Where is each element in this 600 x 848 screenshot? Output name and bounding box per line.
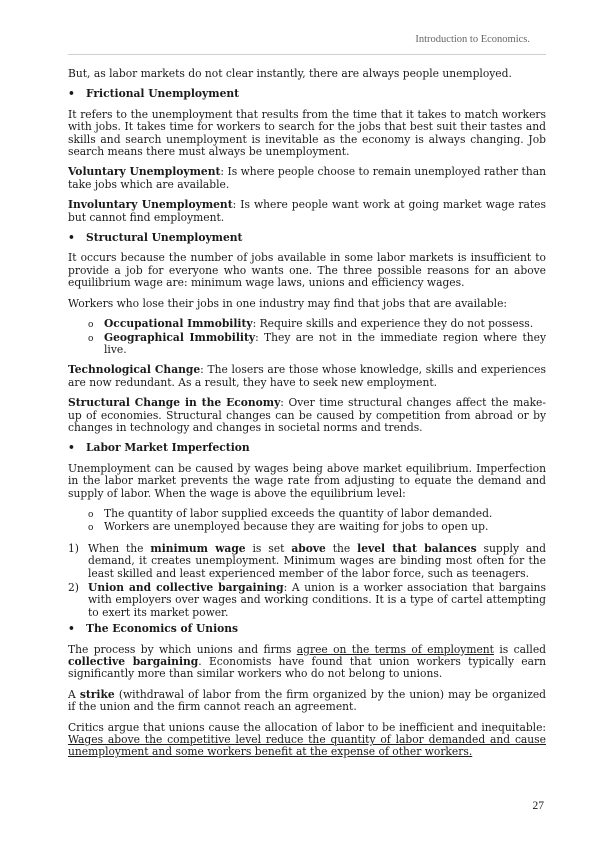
list-item-text: Workers are unemployed because they are waiting for jobs to open up. bbox=[104, 520, 489, 534]
workers-paragraph: Workers who lose their jobs in one industry may find that jobs that are available: bbox=[68, 296, 508, 310]
voluntary-term: Voluntary Unemployment bbox=[68, 165, 221, 179]
structural-heading-text: Structural Unemployment bbox=[86, 231, 243, 245]
structural-change-text: : Over time structural changes affect the make-up of economies. Structural changes can be caused by competition from abroad or by changes in technology and changes in societal norms and trends. bbox=[68, 396, 546, 434]
circle-bullet-icon: o bbox=[88, 509, 94, 520]
numbered-list bbox=[68, 543, 546, 619]
involuntary-paragraph bbox=[68, 199, 546, 224]
emphasis-term: level that balances bbox=[357, 541, 477, 555]
immobility-list bbox=[68, 318, 546, 356]
page-content bbox=[68, 68, 546, 767]
frictional-heading bbox=[68, 88, 546, 100]
list-number: 1) bbox=[68, 541, 79, 555]
bullet-icon: • bbox=[68, 441, 75, 455]
intro-paragraph: But, as labor markets do not clear instantly, there are always people unemployed. bbox=[68, 67, 512, 80]
header-divider bbox=[68, 54, 546, 55]
underlined-text: Wages above the competitive level reduce the quantity of labor demanded and cause unemployment and some workers benefit at the expense of other workers. bbox=[68, 733, 546, 759]
text-run: . Economists have found that union workers typically earn significantly more than similar workers who do not belong to unions. bbox=[68, 655, 546, 681]
text-run: When the bbox=[88, 541, 151, 555]
text-run: the bbox=[325, 541, 358, 555]
frictional-heading-text: Frictional Unemployment bbox=[86, 87, 240, 101]
list-item-text: : They are not in the immediate region where they live. bbox=[104, 330, 546, 356]
emphasis-term: minimum wage bbox=[150, 541, 246, 555]
unions-heading bbox=[68, 623, 546, 635]
imperfection-list bbox=[68, 508, 546, 535]
structural-heading bbox=[68, 232, 546, 244]
imperfection-paragraph: Unemployment can be caused by wages being above market equilibrium. Imperfection in the labor market prevents the wage rate from adjusting to equate the demand and supply of labor. When the wage is above the equilibrium level: bbox=[68, 461, 546, 500]
structural-change-paragraph bbox=[68, 397, 546, 434]
text-run: : A union is a worker association that bargains with employers over wages and working conditions. It is a type of cartel attempting to exert its market power. bbox=[88, 581, 546, 619]
list-item bbox=[68, 582, 546, 619]
text-run: A bbox=[68, 687, 80, 701]
list-number: 2) bbox=[68, 581, 79, 594]
technological-text: : The losers are those whose knowledge, skills and experiences are now redundant. As a result, they have to seek new employment. bbox=[68, 363, 546, 389]
imperfection-heading-text: Labor Market Imperfection bbox=[86, 441, 250, 455]
frictional-paragraph: It refers to the unemployment that results from the time that it takes to match workers with jobs. It takes time for workers to search for the jobs that best suit their tastes and skills and search unemployment is inevitable as the economy is always changing. Job search means there must always be unemployment. bbox=[68, 107, 546, 159]
list-item bbox=[68, 543, 546, 580]
involuntary-term: Involuntary Unemployment bbox=[68, 198, 233, 212]
circle-bullet-icon: o bbox=[88, 523, 94, 534]
imperfection-heading bbox=[68, 442, 546, 454]
text-run: is set bbox=[245, 541, 292, 555]
page-number: 27 bbox=[532, 800, 544, 812]
unions-paragraph-3 bbox=[68, 722, 546, 759]
list-item-text: : Require skills and experience they do not possess. bbox=[252, 317, 534, 331]
voluntary-paragraph bbox=[68, 166, 546, 191]
bullet-icon: • bbox=[68, 622, 75, 636]
list-item-term: Occupational Immobility bbox=[104, 317, 253, 331]
text-run: The process by which unions and firms bbox=[68, 642, 297, 656]
emphasis-term: collective bargaining bbox=[68, 655, 199, 669]
circle-bullet-icon: o bbox=[88, 320, 94, 331]
unions-heading-text: The Economics of Unions bbox=[86, 622, 239, 636]
list-item bbox=[88, 508, 546, 521]
list-item bbox=[88, 332, 546, 357]
bullet-icon: • bbox=[68, 87, 75, 101]
unions-paragraph-2 bbox=[68, 689, 546, 714]
text-run: Critics argue that unions cause the allocation of labor to be inefficient and inequitable: bbox=[68, 720, 546, 734]
voluntary-text: : Is where people choose to remain unemployed rather than take jobs which are available. bbox=[68, 165, 546, 191]
involuntary-text: : Is where people want work at going market wage rates but cannot find employment. bbox=[68, 198, 546, 224]
unions-paragraph-1 bbox=[68, 644, 546, 681]
emphasis-term: strike bbox=[79, 687, 115, 701]
technological-term: Technological Change bbox=[68, 363, 201, 377]
structural-change-term: Structural Change in the Economy bbox=[68, 396, 281, 410]
circle-bullet-icon: o bbox=[88, 333, 94, 344]
list-item-term: Geographical Immobility bbox=[104, 330, 256, 344]
header-title: Introduction to Economics. bbox=[415, 34, 530, 45]
text-run: is called bbox=[493, 642, 546, 656]
emphasis-term: Union and collective bargaining bbox=[88, 581, 284, 594]
text-run: (withdrawal of labor from the firm organized by the union) may be organized if the union and the firm cannot reach an agreement. bbox=[68, 687, 546, 714]
technological-paragraph bbox=[68, 364, 546, 389]
list-item bbox=[88, 521, 546, 534]
underlined-text: agree on the terms of employment bbox=[296, 642, 494, 656]
structural-paragraph: It occurs because the number of jobs available in some labor markets is insufficient to provide a job for everyone who wants one. The three possible reasons for an above equilibrium wage are: minimum wage laws, unions and efficiency wages. bbox=[68, 251, 546, 290]
list-item-text: The quantity of labor supplied exceeds the quantity of labor demanded. bbox=[104, 506, 493, 520]
bullet-icon: • bbox=[68, 231, 75, 245]
list-item bbox=[88, 318, 546, 331]
text-run: supply and demand, it creates unemployment. Minimum wages are binding most often for the least skilled and least experienced member of the labor force, such as teenagers. bbox=[88, 541, 546, 580]
emphasis-term: above bbox=[291, 541, 326, 555]
